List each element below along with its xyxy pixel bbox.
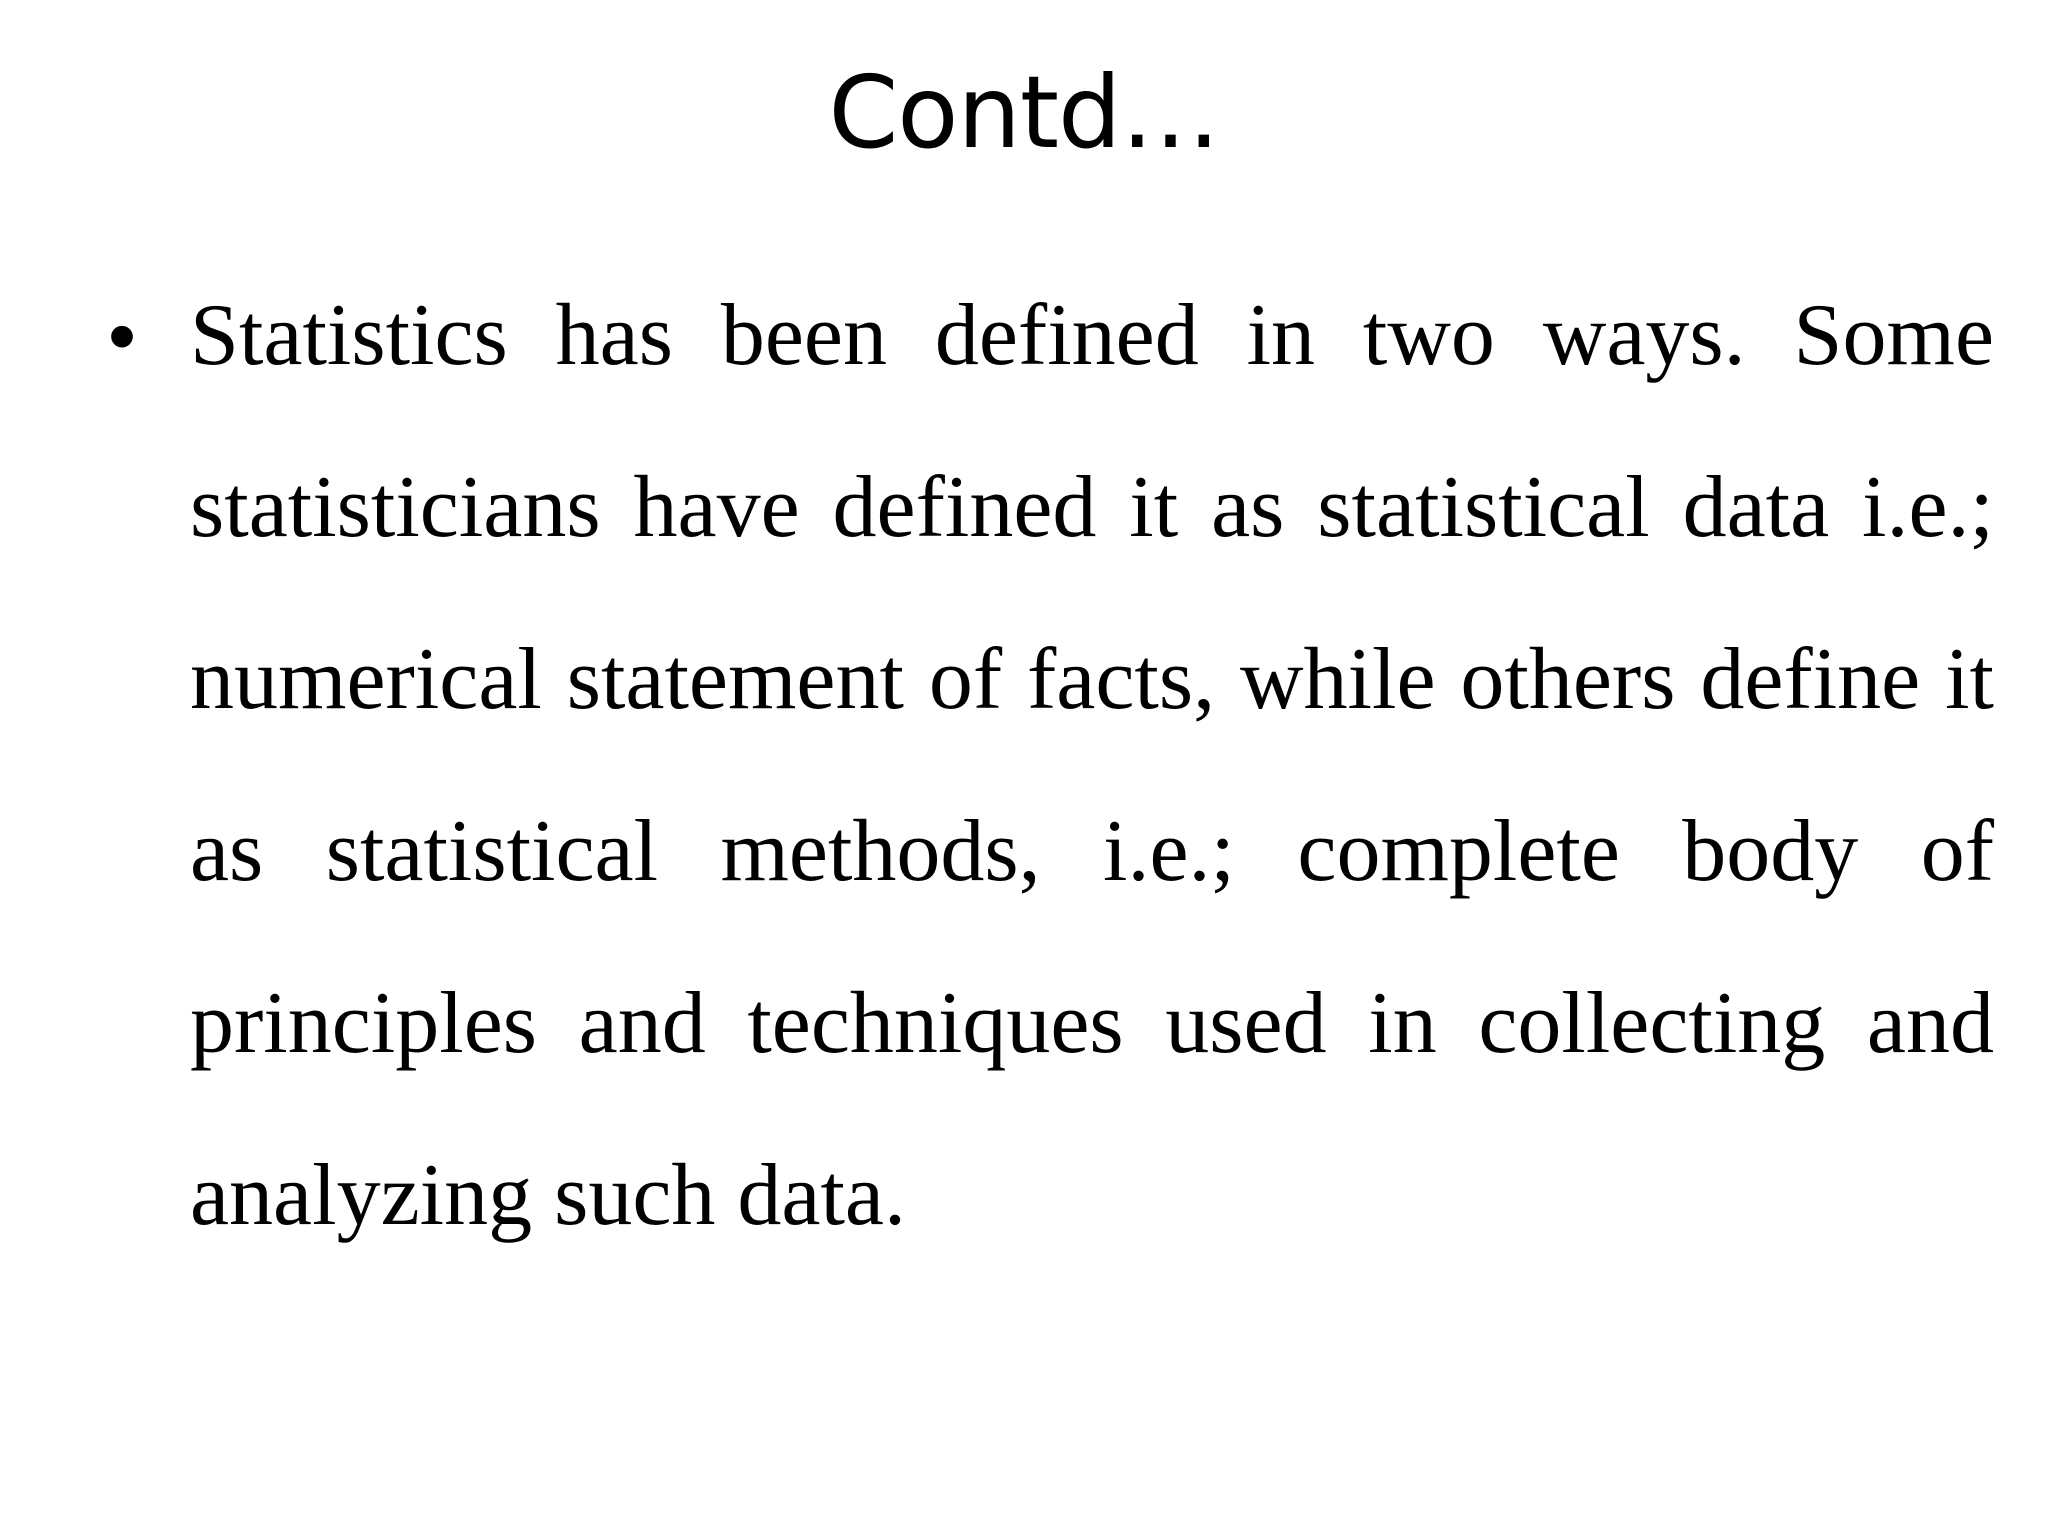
bullet-text: Statistics has been defined in two ways. Some statisticians have defined it as statistical data i.e.; numerical statement of facts, while others define it as statistical methods, i.e.; complete body of principles and techniques used in collecting and analyzing such data.: [190, 287, 1994, 1244]
slide-content: [108, 250, 1994, 1282]
slide-title: Contd…: [828, 54, 1220, 171]
bullet-dot-icon: •: [108, 291, 137, 380]
bullet-item: [108, 250, 1994, 1282]
